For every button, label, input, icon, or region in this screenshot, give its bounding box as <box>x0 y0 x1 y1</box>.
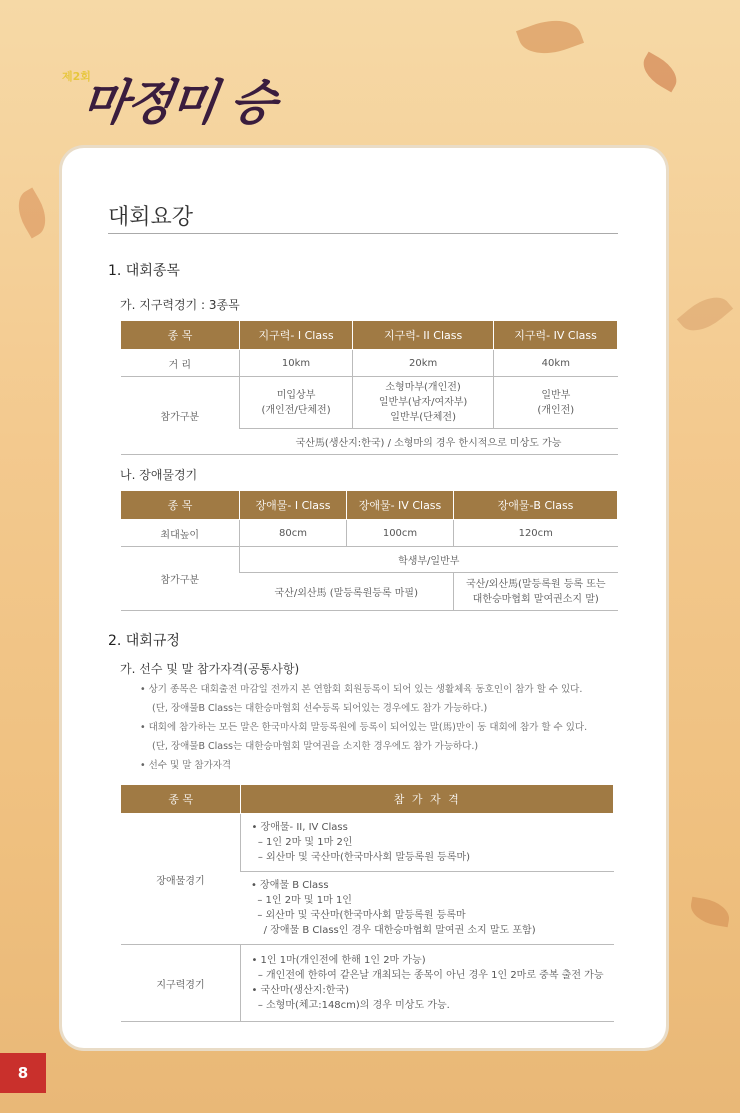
line: – 소형마(체고:148cm)의 경우 미상도 가능. <box>251 1000 450 1011</box>
distance-cell: 10km <box>240 350 353 377</box>
distance-cell: 40km <box>494 350 618 377</box>
line: – 1인 2마 및 1마 1인 <box>250 895 352 906</box>
th-class: 지구력- IV Class <box>494 321 618 350</box>
th-class: 지구력- II Class <box>353 321 494 350</box>
division-cell: 학생부/일반부 <box>240 547 618 573</box>
category-cell: 미입상부 (개인전/단체전) <box>240 377 353 429</box>
rule-paragraph: (단, 장애물B Class는 대한승마협회 선수등록 되어있는 경우에도 참가 가능하다.) <box>152 703 488 714</box>
rule-paragraph: • 선수 및 말 참가자격 <box>140 760 232 771</box>
line: • 장애물 B Class <box>250 880 329 891</box>
leaf-decoration <box>688 897 732 928</box>
page-number: 8 <box>0 1053 46 1093</box>
row-label: 최대높이 <box>121 520 240 547</box>
rule-paragraph: • 상기 종목은 대회출전 마감일 전까지 본 연합회 회원등록이 되어 있는 생활체육 동호인이 참가 할 수 있다. <box>140 684 583 695</box>
logo-title: 마정미 승마대회 <box>78 75 279 131</box>
th-event: 종 목 <box>121 785 241 814</box>
eligibility-block <box>241 945 614 1022</box>
line: • 장애물- II, IV Class <box>251 822 348 833</box>
category-cell: 국산/외산馬 (말등록원등록 마필) <box>240 573 454 611</box>
eligibility-block <box>241 872 614 945</box>
distance-cell: 20km <box>353 350 494 377</box>
height-cell: 100cm <box>347 520 454 547</box>
section1-sub-a: 가. 지구력경기 : 3종목 <box>120 298 240 312</box>
line: • 국산마(생산지:한국) <box>251 985 349 996</box>
th-eligibility: 참 가 자 격 <box>241 785 614 814</box>
endurance-table <box>120 320 618 455</box>
row-label: 거 리 <box>121 350 240 377</box>
rule-paragraph: (단, 장애물B Class는 대한승마협회 말여권을 소지한 경우에도 참가 가능하다.) <box>152 741 479 752</box>
th-event: 종 목 <box>121 491 240 520</box>
row-label: 참가구분 <box>121 377 240 455</box>
row-label: 지구력경기 <box>121 945 241 1022</box>
line: / 장애물 B Class인 경우 대한승마협회 말여권 소지 말도 포함) <box>250 925 536 936</box>
content-card <box>62 148 666 1048</box>
section2-heading: 2. 대회규정 <box>108 633 180 649</box>
th-class: 지구력- I Class <box>240 321 353 350</box>
category-cell: 소형마부(개인전) 일반부(남자/여자부) 일반부(단체전) <box>353 377 494 429</box>
section1-heading: 1. 대회종목 <box>108 263 180 279</box>
row-label: 장애물경기 <box>121 814 241 945</box>
page-title: 대회요강 <box>108 205 194 230</box>
th-class: 장애물- IV Class <box>347 491 454 520</box>
logo-edition: 제2회 <box>62 70 91 83</box>
th-event: 종 목 <box>121 321 240 350</box>
leaf-decoration <box>677 287 733 341</box>
line: – 개인전에 한하여 같은날 개최되는 종목이 아닌 경우 1인 2마로 중복 출전 가능 <box>251 970 604 981</box>
eligibility-table <box>120 784 614 1022</box>
jumping-table <box>120 490 618 611</box>
line: – 1인 2마 및 1마 2인 <box>251 837 353 848</box>
category-cell: 일반부 (개인전) <box>494 377 618 429</box>
leaf-decoration <box>10 187 55 238</box>
th-class: 장애물-B Class <box>454 491 618 520</box>
eligibility-block <box>241 814 614 872</box>
line: – 외산마 및 국산마(한국마사회 말등록원 등록마) <box>251 852 471 863</box>
rule-paragraph: • 대회에 참가하는 모든 말은 한국마사회 말등록원에 등록이 되어있는 말(馬)만이 동 대회에 참가 할 수 있다. <box>140 722 588 733</box>
line: – 외산마 및 국산마(한국마사회 말등록원 등록마 <box>250 910 466 921</box>
row-label: 참가구분 <box>121 547 240 611</box>
leaf-decoration <box>516 11 584 63</box>
category-cell: 국산/외산馬(말등록원 등록 또는 대한승마협회 말여권소지 말) <box>454 573 618 611</box>
section2-sub-a: 가. 선수 및 말 참가자격(공통사항) <box>120 662 300 676</box>
height-cell: 80cm <box>240 520 347 547</box>
th-class: 장애물- I Class <box>240 491 347 520</box>
line: • 1인 1마(개인전에 한해 1인 2마 가능) <box>251 955 426 966</box>
height-cell: 120cm <box>454 520 618 547</box>
event-logo <box>62 58 292 148</box>
title-divider <box>108 233 618 234</box>
note-cell: 국산馬(생산지:한국) / 소형마의 경우 한시적으로 미상도 가능 <box>240 429 618 455</box>
section1-sub-b: 나. 장애물경기 <box>120 468 198 482</box>
leaf-decoration <box>637 52 684 93</box>
